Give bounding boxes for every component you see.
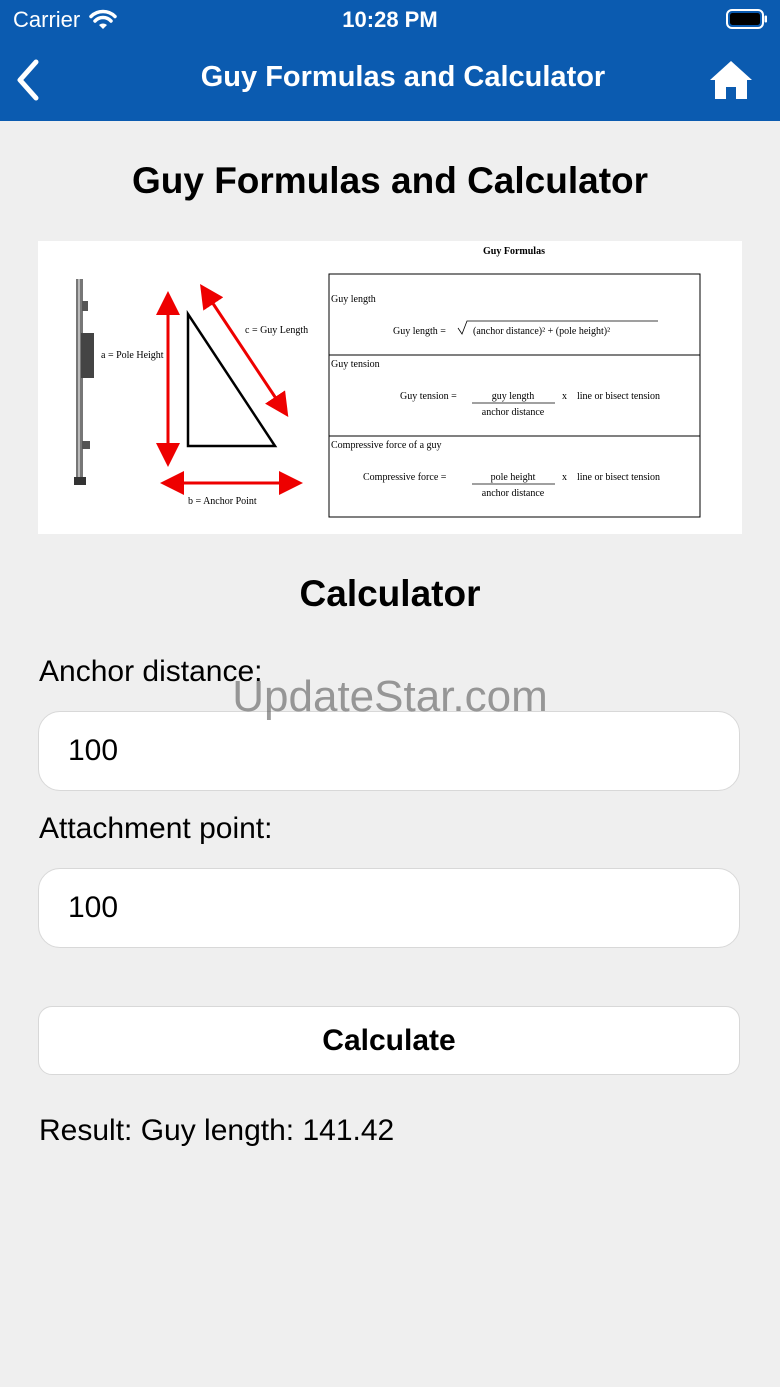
compressive-force-heading: Compressive force of a guy: [331, 440, 442, 451]
result-text: Result: Guy length: 141.42: [39, 1114, 395, 1147]
formula-diagram: [38, 241, 742, 534]
nav-title: Guy Formulas and Calculator: [200, 61, 606, 93]
pole-illustration: [74, 279, 94, 485]
anchor-point-label: b = Anchor Point: [188, 496, 257, 507]
guy-tension-lhs: Guy tension =: [400, 391, 457, 402]
guy-tension-denominator: anchor distance: [481, 407, 545, 418]
battery-icon: [726, 9, 768, 29]
compressive-force-denominator: anchor distance: [481, 488, 545, 499]
calculator-title: Calculator: [299, 573, 481, 614]
guy-tension-heading: Guy tension: [331, 359, 380, 370]
anchor-distance-input[interactable]: [38, 711, 740, 791]
formulas-title: Guy Formulas: [483, 246, 545, 257]
clock: 10:28 PM: [342, 7, 438, 32]
watermark: UpdateStar.com: [232, 672, 548, 721]
compressive-force-times: x: [562, 472, 567, 483]
nav-bar: [0, 40, 780, 121]
attachment-point-label: Attachment point:: [39, 812, 273, 845]
compressive-force-section: [331, 440, 660, 499]
compressive-force-numerator: pole height: [490, 472, 536, 483]
guy-tension-numerator: guy length: [491, 391, 535, 402]
anchor-distance-label: Anchor distance:: [39, 655, 263, 688]
guy-length-section: [331, 294, 658, 337]
compressive-force-lhs: Compressive force =: [363, 472, 447, 483]
guy-length-formula: (anchor distance)² + (pole height)²: [473, 326, 611, 337]
guy-formulas-figure: [38, 241, 742, 534]
back-chevron-icon[interactable]: [12, 58, 46, 102]
guy-tension-times: x: [562, 391, 567, 402]
home-icon[interactable]: [708, 58, 754, 102]
guy-length-heading: Guy length: [331, 294, 376, 305]
guy-length-arrow: [210, 299, 285, 412]
guy-length-label: c = Guy Length: [245, 325, 309, 336]
compressive-force-rhs: line or bisect tension: [577, 472, 661, 483]
page-title: Guy Formulas and Calculator: [131, 160, 649, 201]
calculate-button[interactable]: Calculate: [38, 1006, 740, 1075]
guy-tension-rhs: line or bisect tension: [577, 391, 661, 402]
guy-length-lhs: Guy length =: [393, 326, 446, 337]
carrier-label: Carrier: [13, 7, 81, 32]
status-bar: [0, 0, 780, 40]
pole-height-label: a = Pole Height: [101, 350, 164, 361]
attachment-point-input[interactable]: [38, 868, 740, 948]
guy-tension-section: [331, 359, 660, 418]
